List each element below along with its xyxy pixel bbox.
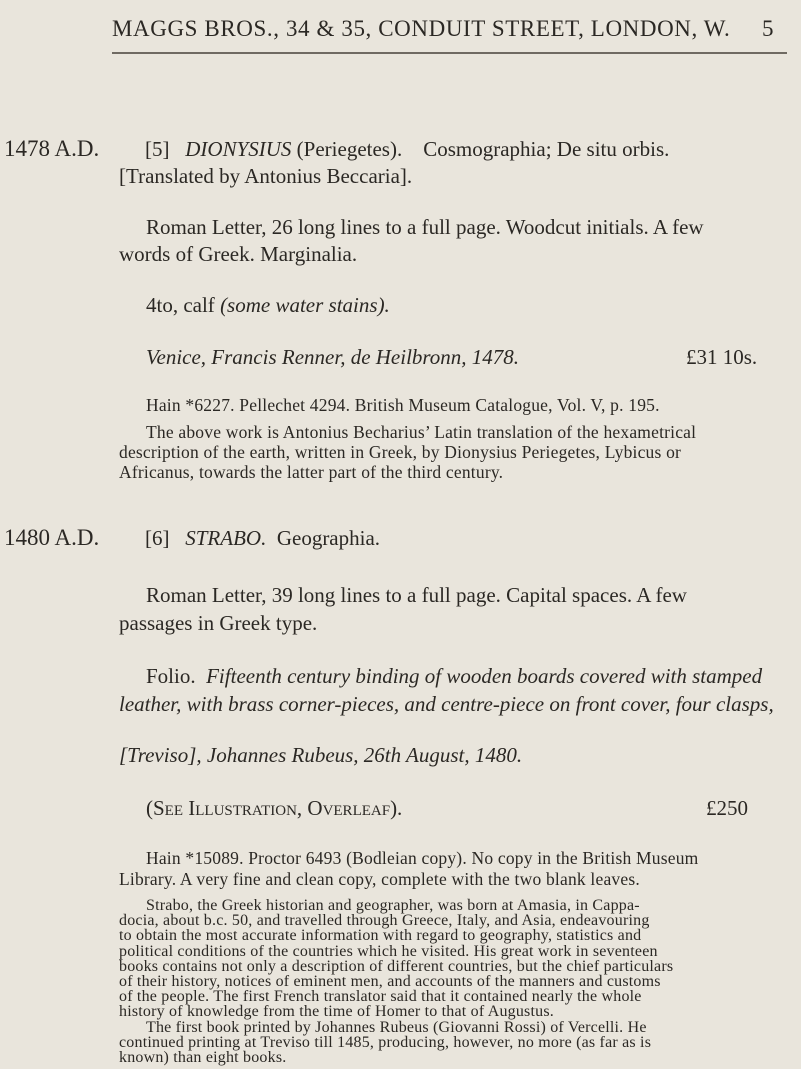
entry2-imprint [119,743,522,768]
entry2-note-line: continued printing at Treviso till 1485, producing, however, no more (as far as is [119,1033,652,1051]
entry2-binding-1: Fifteenth century binding of wooden boards covered with stamped [206,664,763,688]
entry1-note-line: description of the earth, written in Greek, by Dionysius Periegetes, Lybicus or [119,442,682,462]
header-rule [112,52,787,54]
entry2-imprint-rest: Johannes Rubeus, 26th August, 1480. [206,743,523,767]
entry1-binding-text: 4to, calf [146,293,215,317]
entry2-note-line: to obtain the most accurate information with regard to geography, statistics and [119,927,642,945]
entry1-translation: [Translated by Antonius Beccaria]. [119,164,413,188]
entry1-note-line: Africanus, towards the latter part of the third century. [119,462,504,482]
entry2-number: [6] [145,526,170,550]
entry1-imprint [146,345,519,370]
entry2-binding-2: leather, with brass corner-pieces, and centre-piece on front cover, four clasps, [119,692,774,716]
entry2-note-line: of the people. The first French translator said that it contained nearly the whole [119,988,642,1006]
entry1-note-line: The above work is Antonius Becharius’ Latin translation of the hexametrical [146,422,697,442]
entry1-heading [145,137,669,162]
entry2-imprint-place: [Treviso], [119,743,202,767]
entry2-year: 1480 A.D. [4,525,100,550]
entry1-price: £31 10s. [686,345,758,369]
entry1-epithet: (Periegetes). [296,137,403,161]
entry2-note-line: political conditions of the countries which he visited. His great work in seventeen [119,942,658,960]
entry1-binding [146,293,390,318]
entry1-typography-1: Roman Letter, 26 long lines to a full page. Woodcut initials. A few [146,215,704,239]
entry2-price: £250 [706,796,748,820]
entry1-binding-note: (some water stains). [220,293,390,317]
entry2-binding-line-2 [119,692,774,717]
page-number: 5 [762,16,775,41]
entry1-refs: Hain *6227. Pellechet 4294. British Museum Catalogue, Vol. V, p. 195. [146,395,660,415]
entry1-typography-2: words of Greek. Marginalia. [119,242,358,266]
entry2-author: STRABO. [185,526,267,550]
header-text: MAGGS BROS., 34 & 35, CONDUIT STREET, LONDON, W. [112,16,731,41]
entry2-see-text: (See Illustration, Overleaf). [146,796,403,820]
entry1-title: Cosmographia; De situ orbis. [423,137,670,161]
entry2-note-line: books contains not only a description of different countries, but the chief particulars [119,957,674,975]
entry2-note-line: known) than eight books. [119,1049,287,1066]
entry2-note-line: docia, about b.c. 50, and travelled through Greece, Italy, and Asia, endeavouring [119,912,650,930]
entry2-see-illustration [146,796,402,821]
entry2-typography-1: Roman Letter, 39 long lines to a full page. Capital spaces. A few [146,583,687,607]
entry2-format: Folio. [146,664,196,688]
entry2-binding-line-1 [146,664,762,689]
entry1-year: 1478 A.D. [4,136,100,161]
entry2-note-line: The first book printed by Johannes Rubeus (Giovanni Rossi) of Vercelli. He [146,1018,647,1036]
entry2-note-line: history of knowledge from the time of Homer to that of Augustus. [119,1003,554,1021]
entry1-number: [5] [145,137,170,161]
entry2-heading [145,526,380,551]
entry1-author: DIONYSIUS [185,137,292,161]
entry2-note-line: of their history, notices of eminent men, and accounts of the manners and customs [119,973,661,990]
entry2-note-line: Strabo, the Greek historian and geographer, was born at Amasia, in Cappa- [146,897,640,914]
page-header [112,16,792,42]
entry2-refs-line: Library. A very fine and clean copy, complete with the two blank leaves. [119,869,640,889]
entry1-imprint-text: Venice, Francis Renner, de Heilbronn, 1478. [146,345,520,369]
entry2-title: Geographia. [276,526,381,550]
entry2-refs-line: Hain *15089. Proctor 6493 (Bodleian copy). No copy in the British Museum [146,848,699,868]
entry2-typography-2: passages in Greek type. [119,611,318,635]
